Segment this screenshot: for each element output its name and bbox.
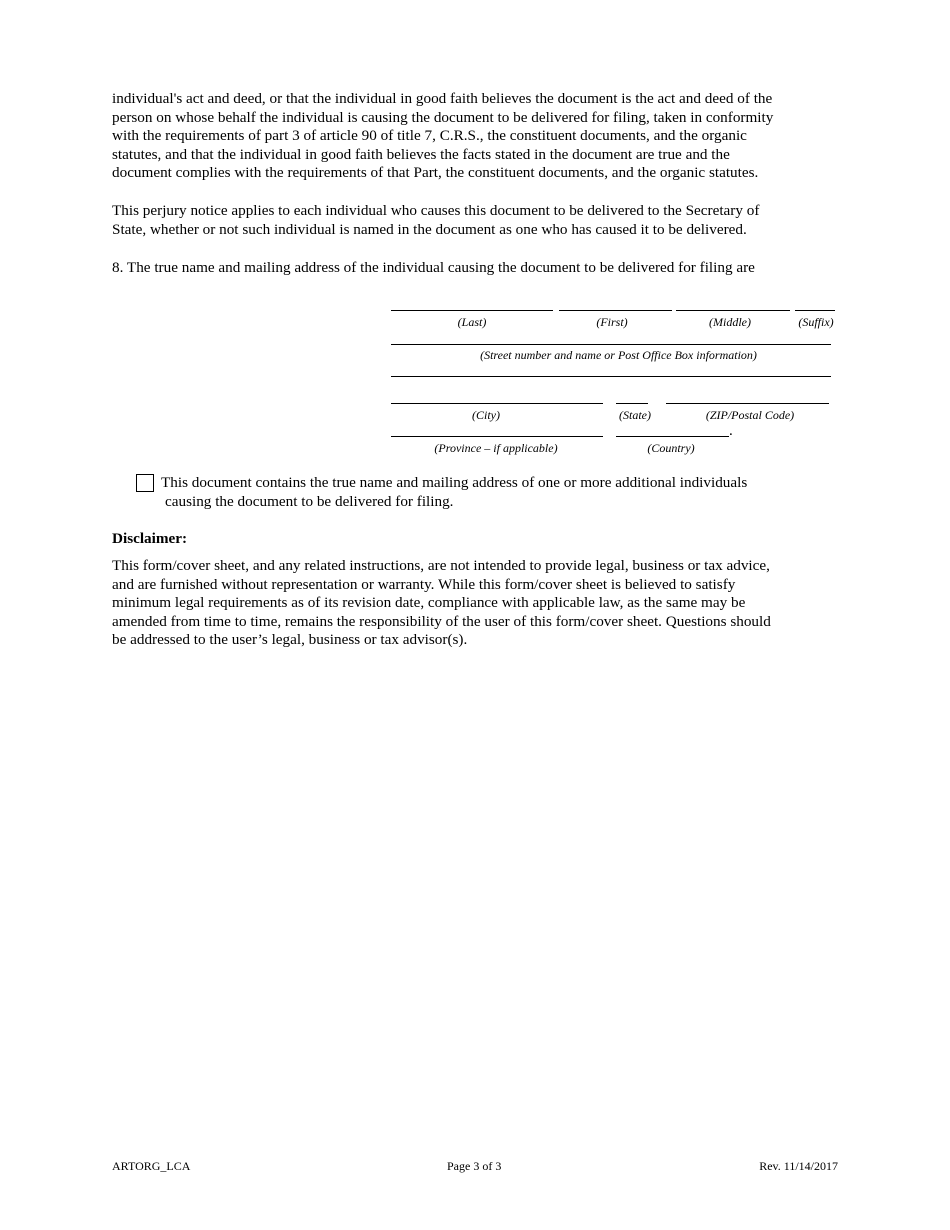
disclaimer-line: amended from time to time, remains the responsibility of the user of this form/cover sheet. Questions should <box>112 612 771 630</box>
disclaimer-line: be addressed to the user’s legal, business or tax advisor(s). <box>112 631 468 649</box>
first-name-field[interactable] <box>559 310 672 311</box>
country-label: (Country) <box>647 441 695 455</box>
intro-line: with the requirements of part 3 of article 90 of title 7, C.R.S., the constituent documents, and the organic <box>112 127 747 145</box>
disclaimer-line: and are furnished without representation or warranty. While this form/cover sheet is believed to satisfy <box>112 575 736 593</box>
state-label: (State) <box>619 408 651 422</box>
middle-label: (Middle) <box>709 315 751 329</box>
disclaimer-line: This form/cover sheet, and any related instructions, are not intended to provide legal, business or tax advice, <box>112 557 770 574</box>
footer-page-number: Page 3 of 3 <box>447 1159 502 1173</box>
suffix-label: (Suffix) <box>798 315 834 329</box>
perjury-paragraph <box>112 202 840 239</box>
perjury-line: This perjury notice applies to each individual who causes this document to be delivered to the Secretary of <box>112 202 760 219</box>
additional-individuals-text <box>161 474 841 511</box>
city-label: (City) <box>472 408 500 422</box>
zip-label: (ZIP/Postal Code) <box>705 408 795 422</box>
footer-revision: Rev. 11/14/2017 <box>759 1159 838 1173</box>
checkbox-line: causing the document to be delivered for filing. <box>165 492 454 510</box>
country-field[interactable] <box>616 436 729 437</box>
suffix-field[interactable] <box>795 310 835 311</box>
first-label: (First) <box>596 315 628 329</box>
province-label: (Province – if applicable) <box>434 441 558 455</box>
additional-individuals-checkbox[interactable] <box>136 474 154 492</box>
last-name-field[interactable] <box>391 310 553 311</box>
middle-name-field[interactable] <box>676 310 790 311</box>
intro-line: statutes, and that the individual in good faith believes the facts stated in the document are true and the <box>112 145 730 163</box>
province-field[interactable] <box>391 436 603 437</box>
disclaimer-heading: Disclaimer: <box>112 530 188 547</box>
perjury-line: State, whether or not such individual is named in the document as one who has caused it to be delivered. <box>112 220 747 238</box>
item-8-statement <box>112 259 840 278</box>
disclaimer-paragraph <box>112 557 840 650</box>
last-label: (Last) <box>457 315 487 329</box>
street-address-field[interactable] <box>391 344 831 345</box>
state-field[interactable] <box>616 403 648 404</box>
intro-line: individual's act and deed, or that the individual in good faith believes the document is the act and deed of the <box>112 90 773 107</box>
zip-field[interactable] <box>666 403 829 404</box>
street-label: (Street number and name or Post Office Box information) <box>480 348 757 362</box>
item-8-text: 8. The true name and mailing address of the individual causing the document to be delivered for filing are <box>112 259 755 276</box>
disclaimer-line: minimum legal requirements as of its revision date, compliance with applicable law, as the same may be <box>112 594 746 612</box>
intro-paragraph <box>112 90 840 183</box>
intro-line: person on whose behalf the individual is causing the document to be delivered for filing, taken in conformity <box>112 108 774 126</box>
street-address-line2-field[interactable] <box>391 376 831 377</box>
city-field[interactable] <box>391 403 603 404</box>
intro-line: document complies with the requirements of that Part, the constituent documents, and the organic statutes. <box>112 164 759 182</box>
country-period: . <box>729 423 733 439</box>
footer-form-id: ARTORG_LCA <box>112 1159 191 1173</box>
checkbox-line: This document contains the true name and mailing address of one or more additional individuals <box>161 474 748 491</box>
